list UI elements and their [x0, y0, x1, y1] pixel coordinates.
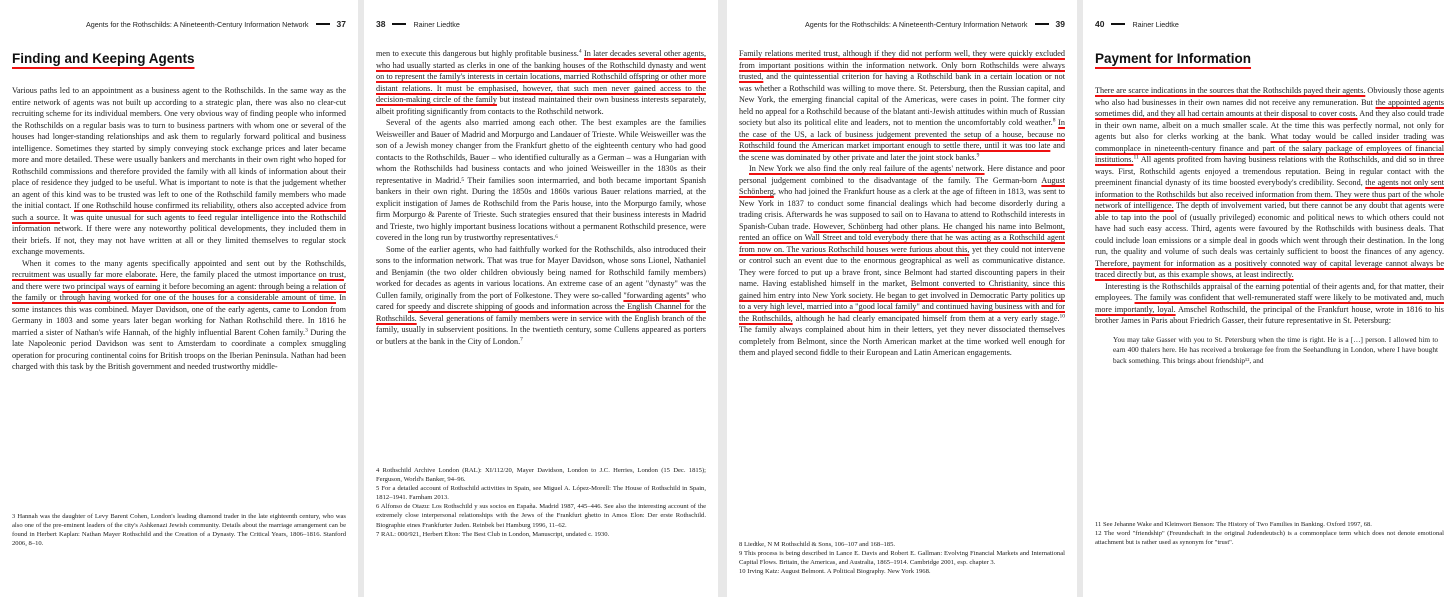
footnote: 9 This process is being described in Lance E. Davis and Robert E. Gallman: Evolving Financial Markets and International Capital Flows. Britain, the Americas, and Australia, 1865–1914. Cambridge 2001, esp. chapter 3.: [739, 550, 1065, 567]
page-number: 39: [1055, 19, 1065, 29]
running-head: [739, 17, 1065, 31]
footnote: 6 Alfonso de Otazu: Los Rothschild y sus socios en España. Madrid 1987, 445–446. See also the interesting account of the extremely close interpersonal relationships with the Jews of the Frankfurt ghetto in Amos Elon: Der erste Rothschild. Biographie eines Frankfurter Juden. Reinbek bei Hamburg 1996, 11–62.: [376, 503, 706, 529]
page-39: [727, 0, 1077, 597]
paragraph: In New York we also find the only real failure of the agents' network. Here distance and poor personal judgement combined to the disadvantage of the family. The German-born August Schönberg, who had joined the Frankfurt house as a clerk at the age of fifteen in 1813, was sent to New York in 1837 to conduct some financial dealings which had become disorderly during a trading crisis. Afterwards he was supposed to sail on to Havana to attend to Rothschild interests in Spanish-Cuban trade. However, Schönberg had other plans. He changed his name into Belmont, rented an office on Wall Street and told everybody there that he was acting as a Rothschild agent from now on. The various Rothschild houses were furious about this, yet they could not intervene or control such an event due to the enormous geographical as well as communicative distance. They were forced to put up a brave front, since Belmont had started discounting papers in their name. Having established himself in the market, Belmont converted to Christianity, since this gained him entry into New York society. He began to get involved in Democratic Party politics up to a very high level, married into a "good local family" and continued having business with and for the Rothschilds, although he had clearly emancipated himself from them at a very early stage.$^{10}$ The family always complained about him in their letters, yet they never dissociated themselves completely from Belmont, since the North American market at the time worked well enough for them and played second fiddle to their European and Latin American engagements.: [739, 164, 1065, 357]
footnote: 12 The word "friendship" (Freundschaft in the original Judendeutsch) is a commonplace term which does not denote emotional attachment but is rather used as synonym for "trust".: [1095, 530, 1444, 547]
page-38: [364, 0, 718, 597]
running-head: [376, 17, 706, 31]
footnotes: [739, 540, 1065, 576]
page-number: 38: [376, 19, 386, 29]
page-body: [739, 48, 1065, 359]
footnotes: [1095, 520, 1444, 547]
page-body: [376, 48, 706, 347]
running-head-title: Agents for the Rothschilds: A Nineteenth-Century Information Network: [805, 19, 1028, 29]
footnote: 10 Irving Katz: August Belmont. A Political Biography. New York 1968.: [739, 568, 931, 576]
footnote: 8 Liedtke, N M Rothschild & Sons, 106–107 and 168–185.: [739, 541, 896, 548]
paragraph: Some of the earlier agents, who had faithfully worked for the Rothschilds, also introduced their sons to the information network. That was true for Mayer Davidson, whose sons Lionel, Nathaniel and Benjamin (the two older children obviously being named for Rothschild family members) worked for decades as agents in various locations. An extreme case of an agent "dynasty" was the Cullen family, originally from the port of Folkestone. They were so-called "forwarding agents" who cared for speedy and discrete shipping of goods and information across the English Channel for the Rothschilds. Several generations of family members were in service with the English branch of the family, usually in subservient positions. In the twentieth century, some Cullens appeared as porters or butlers at the bank in the City of London.$^7$: [376, 244, 706, 346]
footnote: 5 For a detailed account of Rothschild activities in Spain, see Miguel A. López-Morell: The House of Rothschild in Spain, 1812–1941. Farnham 2013.: [376, 485, 706, 502]
paragraph: When it comes to the many agents specifically appointed and sent out by the Rothschilds, recruitment was usually far more elaborate. Here, the family placed the utmost importance on trust, and there were two principal ways of earning it before becoming an agent: through being a relation of the family or through having worked for one of the houses for a considerable amount of time. In some instances this was combined. Mayer Davidson, one of the early agents, came to London from Germany in 1803 and some years later began working for Nathan Rothschild there. In 1816 he married a sister of Nathan's wife Hannah, of the highly influential Barent Cohen family.$^3$ During the late Napoleonic period Davidson was sent to Amsterdam to coordinate a complex smuggling operation for procuring continental coins for British troops on the Iberian Peninsula. Nathan had been charged with this task by the British government and needed trustworthy middle-: [12, 258, 347, 371]
block-quote: You may take Gasser with you to St. Petersburg when the time is right. He is a […] person. I allowed him to earn 400 thalers here. He has received a brokerage fee from the Seehandlung in London, where I have bought back something. This brings about friendship¹², and: [1113, 334, 1438, 365]
running-head: [1095, 17, 1444, 31]
section-title: Finding and Keeping Agents: [12, 51, 195, 66]
footnotes: [12, 512, 346, 548]
page-number: 40: [1095, 19, 1105, 29]
paragraph: Interesting is the Rothschilds appraisal of the earning potential of their agents and, for that matter, their employees. The family was confident that well-remunerated staff were likely to be motivated and, much more importantly, loyal. Amschel Rothschild, the principal of the Frankfurt house, wrote in 1816 to his brother James in Paris about Friedrich Gasser, their future representative in St. Petersburg:: [1095, 281, 1444, 325]
footnote: 7 RAL: 000/921, Herbert Elton: The Best Club in London, Manuscript, undated c. 1930.: [376, 530, 610, 538]
footnote: 3 Hannah was the daughter of Levy Barent Cohen, London's leading diamond trader in the late eighteenth century, who was also one of the pre-eminent leaders of the city's Ashkenazi Jewish community. Details about the marriage arrangement can be found in Herbert Kaplan: Nathan Mayer Rothschild and the Creation of a Dynasty. The Critical Years, 1806–1816. Stanford 2006, 8–10.: [12, 513, 346, 548]
page-body: [12, 50, 346, 373]
page-37: [0, 0, 358, 597]
running-head: [12, 17, 346, 31]
running-head-title: Agents for the Rothschilds: A Nineteenth-Century Information Network: [86, 19, 309, 29]
running-head-author: Rainer Liedtke: [413, 19, 460, 29]
paragraph: men to execute this dangerous but highly profitable business.$^4$ In later decades several other agents, who had usually started as clerks in one of the banking houses of the Rothschild dynasty and went on to represent the family's interests in certain locations, married Rothschild offspring or other more distant relations. It must be emphasised, however, that such men never gained access to the decision-making circle of the family but instead maintained their own business interests separately, albeit profiting significantly from contacts to the Rothschild network.: [376, 48, 707, 116]
page-number: 37: [336, 19, 346, 29]
page-40: [1083, 0, 1456, 597]
footnote: 4 Rothschild Archive London (RAL): XI/112/20, Mayer Davidson, London to J.C. Herries, London (15 Dec. 1815); Ferguson, World's Banker, 94–96.: [376, 467, 706, 484]
page-body: [1095, 50, 1444, 366]
paragraph: Several of the agents also married among each other. The best examples are the families Weisweiller and Bauer of Madrid and Morpurgo and Landauer of Trieste. While Weisweiller was the son of a Jewish money changer from the Frankfurt ghetto of the eighteenth century who had good contacts to the Rothschilds, Bauer – who identified culturally as a German – was a Hungarian with whom the Rothschilds had business contacts and who joined Weisweiller in the 1830s as their representative in Madrid.⁵ Their families soon intermarried, and both became important Spanish bankers in their own right. During the 1850s and 1860s various Bauer relations married, at the explicit instigation of James de Rothschild from the Paris house, into the Morpurgo family, whose firm Morpurgo & Parente of Trieste. Such strategies ensured that their business interests in Madrid and Trieste, two highly important business locations without a permanent Rothschild presence, were covered in the long run by trustworthy representatives.⁶: [376, 118, 706, 242]
running-head-author: Rainer Liedtke: [1132, 19, 1179, 29]
paragraph: There are scarce indications in the sources that the Rothschilds payed their agents. Obviously those agents who also had businesses in their own names did not receive any remuneration. But the appointed agents sometimes did, and they all had certain amounts at their disposal to cover costs. And they also could trade in their own name, albeit on a much smaller scale. At the time this was perfectly normal, not only for agents but also for clerks working at the bank. What today would be called insider trading was commonplace in nineteenth-century finance and part of the salary package of employees of financial institutions.$^{11}$ All agents profited from having business relations with the Rothschilds, and did so in three ways. First, Rothschild agents enjoyed a tremendous reputation. Being in regular contact with the preeminent financial dynasty of its time boosted everybody's credibility. Second, the agents not only sent information to the Rothschilds but also received information from them. They were thus part of the whole network of intelligence. The depth of involvement varied, but there cannot be any doubt that agents were able to tap into the pool of (usually privileged) economic and political news to which others could not have had such easy access. Third, agents were favoured by the Rothschilds with business deals. That could include loan emissions or a simple deal in goods which went through their destination. In the long run, the quality and volume of such deals was certainly sufficient to boost the finances of any agency. Therefore, payment for information as a positively connoted way of capital leverage cannot always be traced directly but, as this example shows, at least indirectly.: [1095, 86, 1444, 279]
paragraph: Various paths led to an appointment as a business agent to the Rothschilds. In the same way as the entire network of agents was not built up according to a strategic plan, there was also no clear-cut recruiting scheme for its individual members. One very obvious way of finding people who informed the Rothschilds on a regular basis was to turn to business partners with whom one or several of the houses had longer-standing relationships and ask them to regularly forward political and business intelligence. Sometimes they started by simply conveying stock exchange prices and later became more and more detailed. These were usually bankers and merchants in their own right who hoped for Rothschild commissions and therefore provided the family with all kinds of information about their place of residence they judged to be useful. What is important to note is that the judgement whether an agent of this kind was to be trusted was left to one of the Rothschild family members who made the initial contact. If one Rothschild house confirmed its reliability, others also accepted advice from such a source. It was quite unusual for such agents to feed regular intelligence into the Rothschild information network. If there were any noteworthy political developments, they included them in their briefs. If not, they may not have written at all or they limited themselves to regular stock exchange movements.: [12, 86, 346, 256]
section-title: Payment for Information: [1095, 51, 1252, 66]
footnotes: [376, 466, 706, 539]
footnote: 11 See Jehanne Wake and Kleinwort Benson: The History of Two Families in Banking. Oxford 1997, 68.: [1095, 521, 1372, 528]
paragraph: Family relations merited trust, although if they did not perform well, they were quickly excluded from important positions within the information network. Only born Rothschilds were always trusted, and the quintessential criterion for having a Rothschild bank in a certain location or not was whether a Rothschild was willing to move there. St. Petersburg, then the Russian capital, and New York, the emerging financial capital of the Americas, were cases in point. The former city held no appeal for a Rothschild because of the blatant anti-Jewish attitudes within much of Russian society but also its political elite and leaders, not to mention the uncomfortably cold weather.$^8$ In the case of the US, a lack of business judgement prevented the setup of a house, because no Rothschild found the American market important enough to settle there, until it was too late and the scene was dominated by other private and later the joint stock banks.$^9$: [739, 49, 1065, 162]
